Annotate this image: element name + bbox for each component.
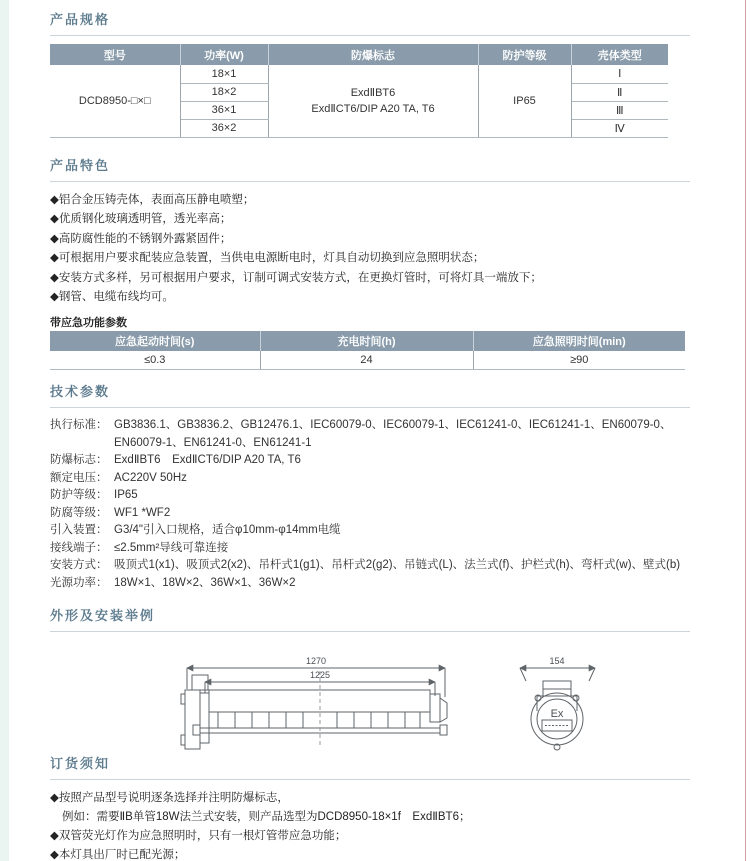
emergency-header-row xyxy=(50,331,685,351)
ordering-item: ◆本灯具出厂时已配光源； xyxy=(50,849,186,861)
ordering-item: ◆按照产品型号说明逐条选择并注明防爆标志， xyxy=(50,792,289,804)
power-cell: 18×1 xyxy=(180,65,268,83)
tech-value: ≤2.5mm²导线可靠连接 xyxy=(114,541,229,554)
tech-label: 接线端子： xyxy=(50,541,108,554)
tech-label: 光源功率： xyxy=(50,576,108,589)
tech-row xyxy=(50,557,690,575)
feature-item: ◆高防腐性能的不锈钢外露紧固件； xyxy=(50,232,232,245)
section-title-outline: 外形及安装举例 xyxy=(50,605,690,632)
spec-col-shell: 壳体类型 xyxy=(571,44,668,65)
model-cell: DCD8950-□×□ xyxy=(50,65,180,137)
page-right-line xyxy=(745,0,746,861)
feature-item: ◆可根据用户要求配装应急装置，当供电电源断电时，灯具自动切换到应急照明状态； xyxy=(50,252,485,264)
spec-col-exmark: 防爆标志 xyxy=(268,44,478,65)
tech-label: 安装方式： xyxy=(50,559,108,571)
shell-cell: Ⅰ xyxy=(571,65,668,83)
protection-cell: IP65 xyxy=(478,65,571,137)
em-col-charge-time: 充电时间(h) xyxy=(260,331,473,351)
tech-value: WF1 *WF2 xyxy=(114,506,171,519)
shell-cell: Ⅲ xyxy=(571,101,668,119)
exmark-line-2: ExdⅡCT6/DIP A20 TA, T6 xyxy=(311,102,435,115)
em-col-lighting-time: 应急照明时间(min) xyxy=(473,331,685,351)
tech-label: 防腐等级： xyxy=(50,506,108,519)
feature-item: ◆安装方式多样，另可根据用户要求，订制可调式安装方式，在更换灯管时，可将灯具一端放下； xyxy=(50,271,542,284)
shell-cell: Ⅳ xyxy=(571,119,668,137)
tech-label: 额定电压： xyxy=(50,471,108,484)
spec-col-power: 功率(W) xyxy=(180,44,268,65)
emergency-value-row xyxy=(50,351,685,370)
section-title-spec: 产品规格 xyxy=(50,9,690,36)
shell-cell: Ⅱ xyxy=(571,83,668,101)
tech-row xyxy=(50,522,690,540)
tech-label: 防护等级： xyxy=(50,489,108,501)
feature-item: ◆优质钢化玻璃透明管，透光率高； xyxy=(50,213,232,225)
page-content xyxy=(50,0,690,861)
section-title-tech: 技术参数 xyxy=(50,381,690,408)
ordering-list xyxy=(50,789,690,861)
emergency-params-label: 带应急功能参数 xyxy=(50,316,127,329)
tech-row xyxy=(50,540,690,558)
power-cell: 36×2 xyxy=(180,119,268,137)
page-left-strip xyxy=(0,0,9,861)
tech-value: 18W×1、18W×2、36W×1、36W×2 xyxy=(114,576,296,589)
ex-mark-label: Ex xyxy=(550,708,564,720)
power-cell: 36×1 xyxy=(180,101,268,119)
feature-item: ◆铝合金压铸壳体，表面高压静电喷塑； xyxy=(50,193,255,206)
exmark-line-1: ExdⅡBT6 xyxy=(350,86,396,99)
tech-value: ExdⅡBT6 ExdⅡCT6/DIP A20 TA, T6 xyxy=(114,454,301,466)
tech-value: AC220V 50Hz xyxy=(114,471,187,484)
em-charge-time-value: 24 xyxy=(260,351,473,370)
spec-table xyxy=(50,44,668,138)
spec-col-model: 型号 xyxy=(50,44,180,65)
outline-drawing xyxy=(50,641,690,753)
dim-label-outer: 1270 xyxy=(305,656,327,666)
tech-label: 执行标准： xyxy=(50,419,108,431)
tech-param-list xyxy=(50,417,690,592)
tech-row xyxy=(50,575,690,593)
tech-label: 引入装置： xyxy=(50,524,108,536)
tech-row xyxy=(50,470,690,488)
emergency-table xyxy=(50,331,685,371)
tech-value: G3/4"引入口规格，适合φ10mm-φ14mm电缆 xyxy=(114,524,341,536)
spec-table-row xyxy=(50,65,668,83)
tech-row xyxy=(50,452,690,470)
spec-col-protection: 防护等级 xyxy=(478,44,571,65)
section-title-ordering: 订货须知 xyxy=(50,753,690,780)
tech-row xyxy=(50,505,690,523)
feature-list xyxy=(50,191,690,308)
em-start-time-value: ≤0.3 xyxy=(50,351,260,370)
dim-label-end: 154 xyxy=(549,656,565,666)
power-cell: 18×2 xyxy=(180,83,268,101)
feature-item: ◆钢管、电缆布线均可。 xyxy=(50,291,174,303)
ordering-item-example: 例如：需要ⅡB单管18W法兰式安装，则产品选型为DCD8950-18×1f ExdⅡBT6； xyxy=(62,811,471,823)
ordering-item: ◆双管荧光灯作为应急照明时，只有一根灯管带应急功能； xyxy=(50,830,347,842)
dim-label-inner: 1225 xyxy=(309,670,331,680)
em-lighting-time-value: ≥90 xyxy=(473,351,685,370)
spec-table-header-row xyxy=(50,44,668,65)
tech-value: IP65 xyxy=(114,489,138,501)
tech-value: GB3836.1、GB3836.2、GB12476.1、IEC60079-0、IEC60079-1、IEC61241-0、IEC61241-1、EN60079-0、EN60079-1、EN61241-0、EN61241-1 xyxy=(114,419,672,449)
exmark-cell xyxy=(268,65,478,137)
section-title-features: 产品特色 xyxy=(50,155,690,182)
em-col-start-time: 应急起动时间(s) xyxy=(50,331,260,351)
tech-row xyxy=(50,487,690,505)
tech-row xyxy=(50,417,690,452)
tech-label: 防爆标志： xyxy=(50,454,108,466)
tech-value: 吸顶式1(x1)、吸顶式2(x2)、吊杆式1(g1)、吊杆式2(g2)、吊链式(L)、法兰式(f)、护栏式(h)、弯杆式(w)、壁式(b) xyxy=(114,559,681,571)
